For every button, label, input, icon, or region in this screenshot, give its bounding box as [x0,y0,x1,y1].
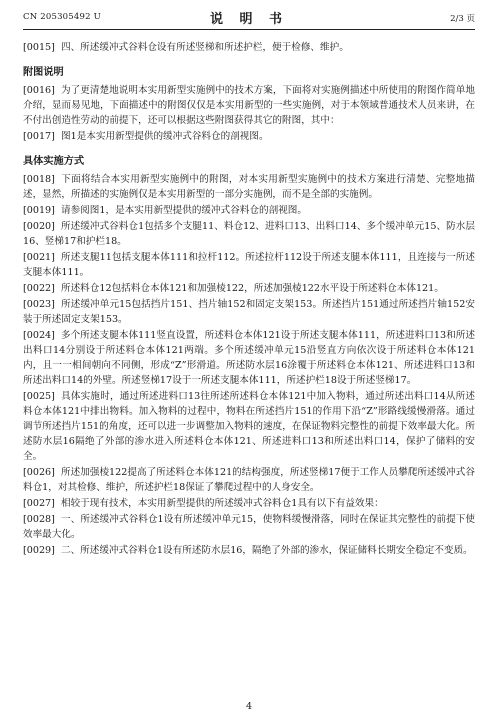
paragraph-0017 [23,129,475,144]
paragraph-number: [0022] [23,283,55,294]
paragraph-0023 [23,297,475,327]
paragraph-0026 [23,465,475,495]
section-heading-embodiments: 具体实施方式 [23,155,85,167]
paragraph-number: [0025] [23,391,55,402]
paragraph-0021 [23,250,475,280]
paragraph-text: 一、所述缓冲式谷料仓1设有所述缓冲单元15，使物料缓慢滑落，同时在保证其完整性的前提下使效率最大化。 [23,514,475,540]
paragraph-0018 [23,172,475,202]
paragraph-text: 相较于现有技术，本实用新型提供的所述缓冲式谷料仓1具有以下有益效果： [61,498,384,509]
paragraph-text: 请参阅图1，是本实用新型提供的缓冲式谷料仓的剖视图。 [61,205,307,216]
paragraph-number: [0019] [23,205,55,216]
paragraph-0024 [23,328,475,388]
paragraph-number: [0021] [23,252,55,263]
paragraph-text: 为了更清楚地说明本实用新型实施例中的技术方案，下面将对实施例描述中所使用的附图作简单地介绍，显而易见地，下面描述中的附图仅仅是本实用新型的一些实施例，对于本领域普通技术人员来讲，在不付出创造性劳动的前提下，还可以根据这些附图获得其它的附图，其中： [23,85,475,126]
paragraph-number: [0026] [23,467,55,478]
page-indicator: 2/3 页 [450,14,475,24]
paragraph-text: 下面将结合本实用新型实施例中的附图，对本实用新型实施例中的技术方案进行清楚、完整地描述，显然，所描述的实施例仅是本实用新型的一部分实施例，而不是全部的实施例。 [23,174,475,200]
header-rule [23,29,475,30]
document-title: 说 明 书 [209,12,289,27]
paragraph-number: [0027] [23,498,55,509]
paragraph-0019 [23,203,475,218]
paragraph-number: [0029] [23,545,55,556]
paragraph-0025 [23,389,475,464]
page-header [23,6,475,28]
paragraph-0028 [23,512,475,542]
paragraph-number: [0015] [23,42,55,53]
paragraph-0027 [23,496,475,511]
paragraph-number: [0020] [23,221,55,232]
paragraph-text: 图1是本实用新型提供的缓冲式谷料仓的剖视图。 [61,131,269,142]
paragraph-0020 [23,219,475,249]
paragraph-text: 二、所述缓冲式谷料仓1设有所述防水层16，隔绝了外部的渗水，保证储料长期安全稳定不变质。 [61,545,473,556]
page-number: 4 [245,701,253,712]
paragraph-number: [0023] [23,299,55,310]
paragraph-text: 四、所述缓冲式谷料仓设有所述竖梯和所述护栏，便于检修、维护。 [61,42,349,53]
document-number: CN 205305492 U [23,12,101,22]
paragraph-text: 所述支腿11包括支腿本体111和拉杆112。所述拉杆112设于所述支腿本体111，且连接与一所述支腿本体111。 [23,252,475,278]
paragraph-text: 具体实施时，通过所述进料口13往所述所述料仓本体121中加入物料，通过所述出料口14从所述料仓本体121中排出物料。加入物料的过程中，物料在所述挡片151的作用下沿“Z”形路线缓慢滑落。通过调节所述挡片151的角度，还可以进一步调整加入物料的速度，在保证物料完整性的前提下效率最大化。所述防水层16隔绝了外部的渗水进入所述料仓本体121、所述进料口13和所述出料口14，保护了储料的安全。 [23,391,475,462]
paragraph-0022 [23,281,475,296]
section-heading-drawings: 附图说明 [23,66,64,78]
paragraph-text: 所述缓冲式谷料仓1包括多个支腿11、料仓12、进料口13、出料口14、多个缓冲单元15、防水层16、竖梯17和护栏18。 [23,221,475,247]
paragraph-0015 [23,40,475,55]
paragraph-number: [0017] [23,131,55,142]
paragraph-text: 多个所述支腿本体111竖直设置，所述料仓本体121设于所述支腿本体111，所述进料口13和所述出料口14分别设于所述料仓本体121两端。多个所述缓冲单元15沿竖直方向依次设于所述料仓本体121内，且一一相间朝向不同侧，形成“Z”形滑道。所述防水层16涂覆于所述料仓本体121、所述进料口13和所述出料口14的外壁。所述竖梯17设于一所述支腿本体111，所述护栏18设于所述竖梯17。 [23,330,475,386]
paragraph-text: 所述料仓12包括料仓本体121和加强棱122，所述加强棱122水平设于所述料仓本体121。 [61,283,444,294]
paragraph-text: 所述缓冲单元15包括挡片151、挡片轴152和固定支架153。所述挡片151通过所述挡片轴152安装于所述固定支架153。 [23,299,475,325]
paragraph-0029 [23,543,475,558]
paragraph-number: [0028] [23,514,55,525]
paragraph-number: [0018] [23,174,55,185]
document-body [23,40,475,559]
paragraph-number: [0024] [23,330,55,341]
paragraph-number: [0016] [23,85,55,96]
paragraph-0016 [23,83,475,128]
paragraph-text: 所述加强棱122提高了所述料仓本体121的结构强度，所述竖梯17便于工作人员攀爬所述缓冲式谷料仓1，对其检修、维护，所述护栏18保证了攀爬过程中的人身安全。 [23,467,475,493]
